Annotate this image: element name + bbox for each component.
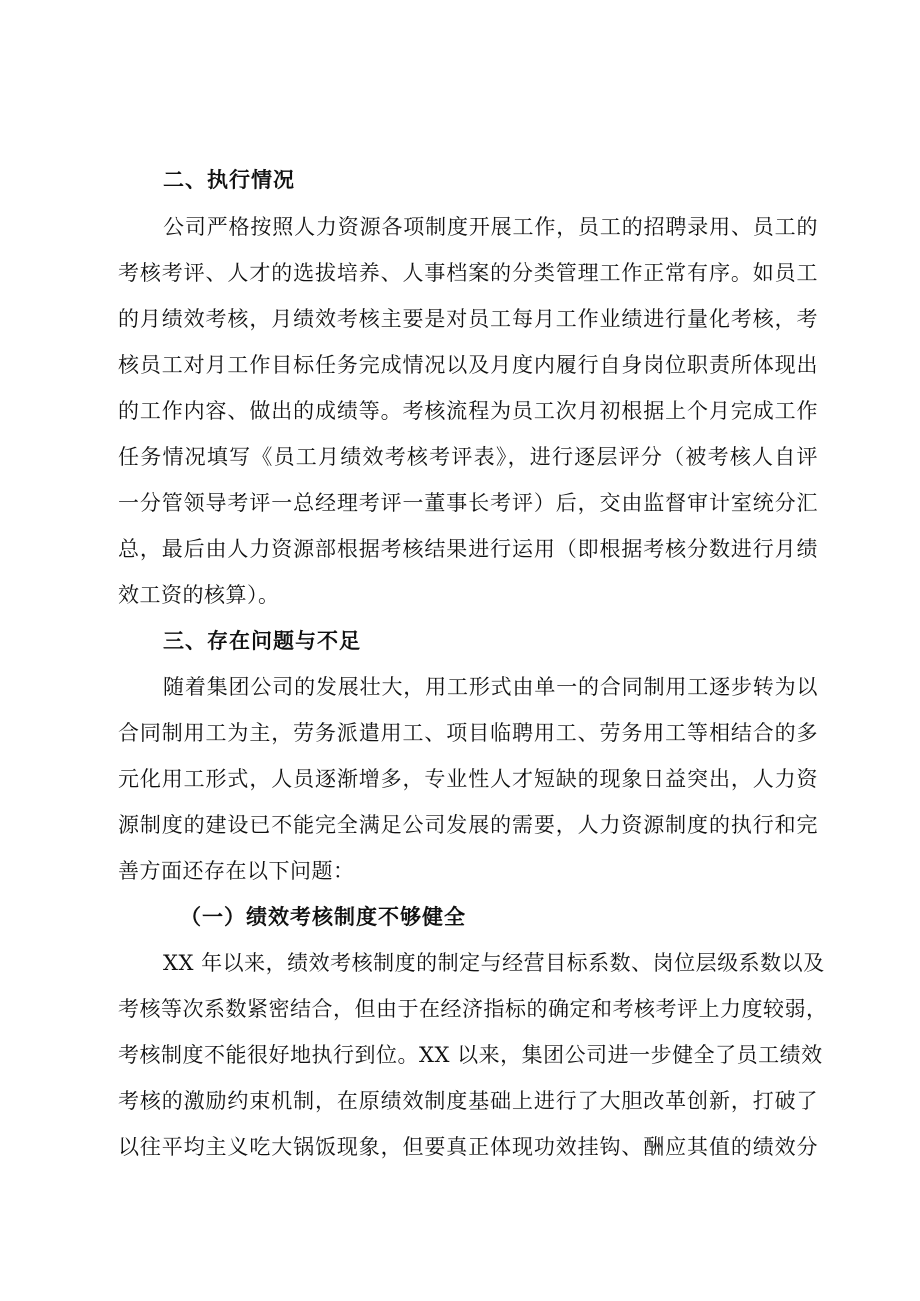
section-3-heading: 三、存在问题与不足 <box>163 628 361 653</box>
paragraph-line: 以往平均主义吃大锅饭现象，但要真正体现功效挂钩、酬应其值的绩效分 <box>118 1135 818 1159</box>
section-2-heading: 二、执行情况 <box>163 167 295 192</box>
paragraph-line: 合同制用工为主，劳务派遣用工、项目临聘用工、劳务用工等相结合的多 <box>118 721 818 745</box>
paragraph-line: 的月绩效考核，月绩效考核主要是对员工每月工作业绩进行量化考核，考 <box>118 307 818 331</box>
paragraph-line: 源制度的建设已不能完全满足公司发展的需要，人力资源制度的执行和完 <box>118 813 818 837</box>
subsection-1-heading: （一）绩效考核制度不够健全 <box>180 904 466 929</box>
paragraph-line: 公司严格按照人力资源各项制度开展工作，员工的招聘录用、员工的 <box>163 215 818 239</box>
paragraph-line: 随着集团公司的发展壮大，用工形式由单一的合同制用工逐步转为以 <box>163 675 818 699</box>
paragraph-line: 考核制度不能很好地执行到位。XX 以来，集团公司进一步健全了员工绩效 <box>118 1043 823 1067</box>
paragraph-line: 总，最后由人力资源部根据考核结果进行运用（即根据考核分数进行月绩 <box>118 537 818 561</box>
paragraph-line: 考核等次系数紧密结合，但由于在经济指标的确定和考核考评上力度较弱， <box>118 997 828 1021</box>
paragraph-line: 效工资的核算）。 <box>118 583 280 607</box>
paragraph-line: 一分管领导考评一总经理考评一董事长考评）后，交由监督审计室统分汇 <box>118 491 818 515</box>
paragraph-line: 的工作内容、做出的成绩等。考核流程为员工次月初根据上个月完成工作 <box>118 399 818 423</box>
paragraph-line: 善方面还存在以下问题： <box>118 859 355 883</box>
paragraph-line: 核员工对月工作目标任务完成情况以及月度内履行自身岗位职责所体现出 <box>118 353 818 377</box>
paragraph-line: 考核的激励约束机制，在原绩效制度基础上进行了大胆改革创新，打破了 <box>118 1089 818 1113</box>
paragraph-line: 任务情况填写《员工月绩效考核考评表》，进行逐层评分（被考核人自评 <box>118 445 818 469</box>
paragraph-line: 考核考评、人才的选拔培养、人事档案的分类管理工作正常有序。如员工 <box>118 261 818 285</box>
paragraph-line: 元化用工形式，人员逐渐增多，专业性人才短缺的现象日益突出，人力资 <box>118 767 818 791</box>
paragraph-line: XX 年以来，绩效考核制度的制定与经营目标系数、岗位层级系数以及 <box>163 951 825 975</box>
